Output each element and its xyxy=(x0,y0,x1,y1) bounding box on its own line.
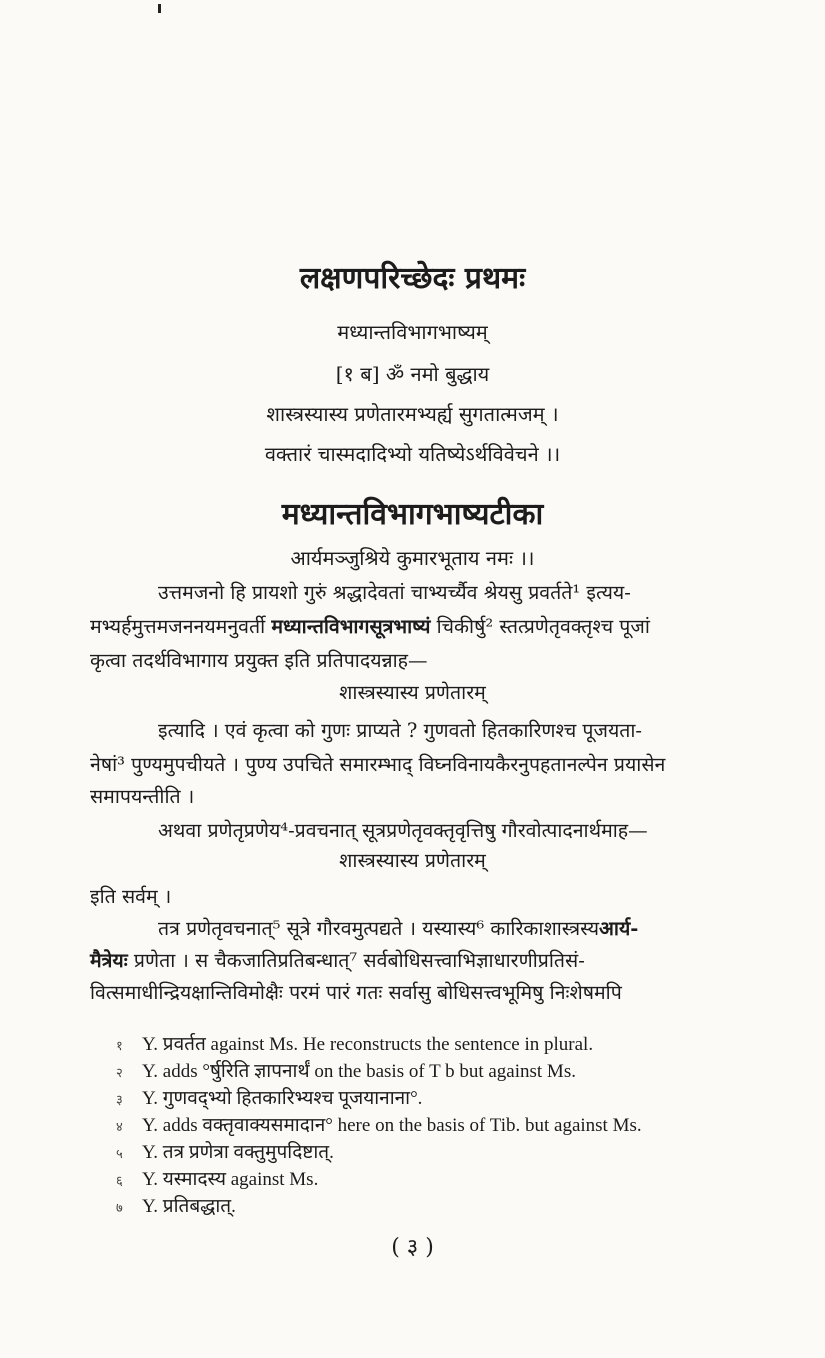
quote-line: शास्त्रस्यास्य प्रणेतारम् xyxy=(339,681,486,704)
quote-line: शास्त्रस्यास्य प्रणेतारम् xyxy=(339,849,486,872)
tika-title: मध्यान्तविभागभाष्यटीका xyxy=(281,497,544,532)
salutation: आर्यमञ्जुश्रिये कुमारभूताय नमः ।। xyxy=(290,546,535,570)
bhashya-title: मध्यान्तविभागभाष्यम् xyxy=(337,320,488,344)
footnote: ४ Y. adds वक्तृवाक्यसमादान° here on the basis of Tib. but against Ms. xyxy=(116,1115,642,1136)
body-line: मभ्यर्हमुत्तमजननयमनुवर्ती मध्यान्तविभागसूत्रभाष्यं चिकीर्षु² स्तत्प्रणेतृवक्तृश्च पूजां xyxy=(90,615,650,638)
footnote: ५ Y. तत्र प्रणेत्रा वक्तुमुपदिष्टात्. xyxy=(116,1142,334,1163)
footnote: १ Y. प्रवर्तत against Ms. He reconstructs the sentence in plural. xyxy=(116,1034,594,1055)
body-line: वित्समाधीन्द्रियक्षान्तिविमोक्षैः परमं पारं गतः सर्वासु बोधिसत्त्वभूमिषु निःशेषमपि xyxy=(90,981,622,1004)
body-line: अथवा प्रणेतृप्रणेय⁴-प्रवचनात् सूत्रप्रणेतृवक्तृवृत्तिषु गौरवोत्पादनार्थमाह— xyxy=(158,819,648,842)
page-number: ( ३ ) xyxy=(391,1235,434,1260)
footnote: ७ Y. प्रतिबद्धात्. xyxy=(116,1196,236,1217)
footnote: ३ Y. गुणवद्भ्यो हितकारिभ्यश्च पूजयानाना°. xyxy=(116,1088,423,1109)
ink-speck xyxy=(158,4,161,13)
body-line: तत्र प्रणेतृवचनात्⁵ सूत्रे गौरवमुत्पद्यते । यस्यास्य⁶ कारिकाशास्त्रस्यआर्य- xyxy=(158,917,639,940)
footnote: २ Y. adds °र्षुरिति ज्ञापनार्थं on the basis of T b but against Ms. xyxy=(116,1061,576,1082)
body-line: उत्तमजनो हि प्रायशो गुरुं श्रद्धादेवतां चाभ्यर्च्यैव श्रेयसु प्रवर्तते¹ इत्यय- xyxy=(158,581,631,604)
body-line: इत्यादि । एवं कृत्वा को गुणः प्राप्यते ? गुणवतो हितकारिणश्च पूजयता- xyxy=(158,719,643,742)
body-line: कृत्वा तदर्थविभागाय प्रयुक्त इति प्रतिपादयन्नाह— xyxy=(90,649,428,672)
chapter-heading: लक्षणपरिच्छेदः प्रथमः xyxy=(299,261,526,296)
invocation: [१ ब] ॐ नमो बुद्धाय xyxy=(335,362,490,386)
verse-line-2: वक्तारं चास्मदादिभ्यो यतिष्येऽर्थविवेचने ।। xyxy=(264,442,561,466)
body-line: समापयन्तीति । xyxy=(90,785,195,808)
footnote: ६ Y. यस्मादस्य against Ms. xyxy=(116,1169,319,1190)
body-line: इति सर्वम् । xyxy=(90,885,172,908)
body-line: मैत्रेयः प्रणेता । स चैकजातिप्रतिबन्धात्⁷ सर्वबोधिसत्त्वाभिज्ञाधारणीप्रतिसं- xyxy=(90,949,585,972)
body-line: नेषां³ पुण्यमुपचीयते । पुण्य उपचिते समारम्भाद् विघ्नविनायकैरनुपहतानल्पेन प्रयासेन xyxy=(90,753,666,776)
verse-line-1: शास्त्रस्यास्य प्रणेतारमभ्यर्ह्य सुगतात्मजम् । xyxy=(266,402,559,426)
